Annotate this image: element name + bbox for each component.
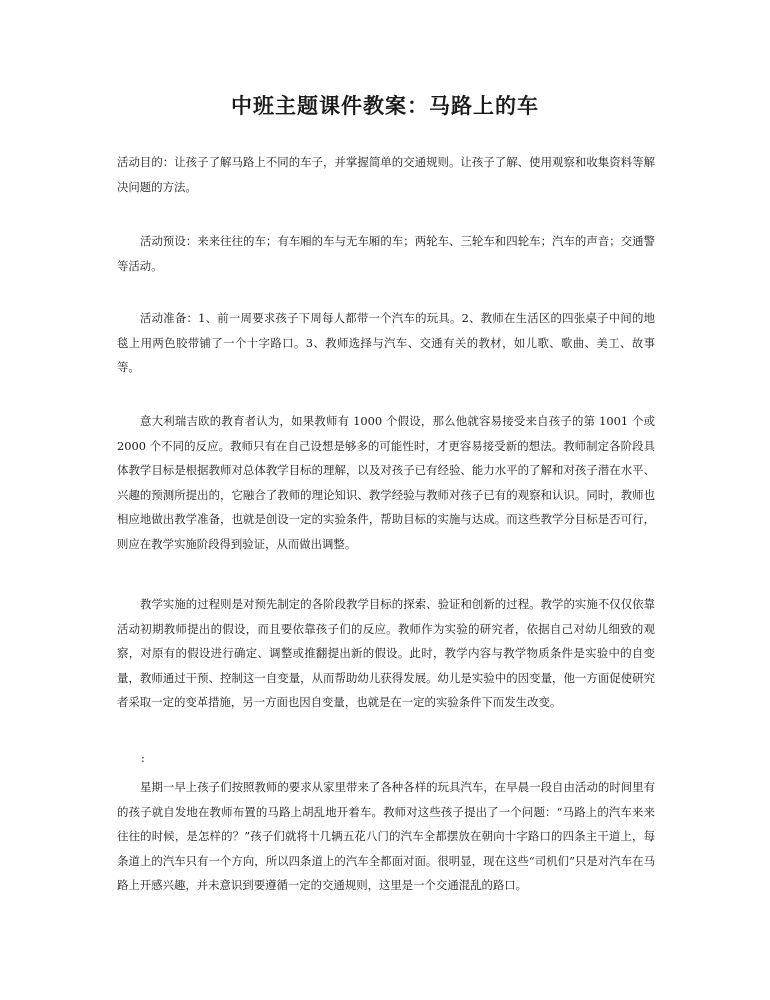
paragraph-activity-preparation: 活动准备：1、前一周要求孩子下周每人都带一个汽车的玩具。2、教师在生活区的四张桌子中间的地毯上用两色胶带铺了一个十字路口。3、教师选择与汽车、交通有关的教材，如儿歌、歌曲、美工、故事等。 <box>117 311 655 374</box>
paragraph-activity-preset: 活动预设：来来往往的车；有车厢的车与无车厢的车；两轮车、三轮车和四轮车；汽车的声音；交通警等活动。 <box>117 234 655 273</box>
document-title: 中班主题课件教案：马路上的车 <box>231 93 539 118</box>
section-marker: : <box>141 751 145 765</box>
paragraph-activity-goal: 活动目的：让孩子了解马路上不同的车子，并掌握简单的交通规则。让孩子了解、使用观察和收集资料等解决问题的方法。 <box>117 155 655 194</box>
paragraph-teaching-process: 教学实施的过程则是对预先制定的各阶段教学目标的探索、验证和创新的过程。教学的实施不仅仅依靠活动初期教师提出的假设，而且要依靠孩子们的反应。教师作为实验的研究者，依据自己对幼儿细致的观察，对原有的假设进行确定、调整或推翻提出新的假设。此时，教学内容与教学物质条件是实验中的自变量，教师通过干预、控制这一自变量，从而帮助幼儿获得发展。幼儿是实验中的因变量，他一方面促使研究者采取一定的变革措施，另一方面也因自变量，也就是在一定的实验条件下而发生改变。 <box>117 597 655 709</box>
paragraph-reggio-theory: 意大利瑞吉欧的教育者认为，如果教师有 1000 个假设，那么他就容易接受来自孩子的第 1001 个或 2000 个不同的反应。教师只有在自己设想是够多的可能性时，才更容易接受新的想法。教师制定各阶段具体教学目标是根据教师对总体教学目标的理解，以及对孩子已有经验、能力水平的了解和对孩子潜在水平、兴趣的预测所提出的，它融合了教师的理论知识、教学经验与教师对孩子已有的观察和认识。同时，教师也相应地做出教学准备，也就是创设一定的实验条件，帮助目标的实施与达成。而这些教学分目标是否可行，则应在教学实施阶段得到验证，从而做出调整。 <box>117 414 655 551</box>
paragraph-monday-morning: 星期一早上孩子们按照教师的要求从家里带来了各种各样的玩具汽车，在早晨一段自由活动的时间里有的孩子就自发地在教师布置的马路上胡乱地开着车。教师对这些孩子提出了一个问题：“马路上的汽车来来往往的时候，是怎样的？”孩子们就将十几辆五花八门的汽车全都摆放在朝向十字路口的四条主干道上，每条道上的汽车只有一个方向，所以四条道上的汽车全都面对面。很明显，现在这些“司机们”只是对汽车在马路上开感兴趣，并未意识到要遵循一定的交通规则，这里是一个交通混乱的路口。 <box>117 780 655 892</box>
